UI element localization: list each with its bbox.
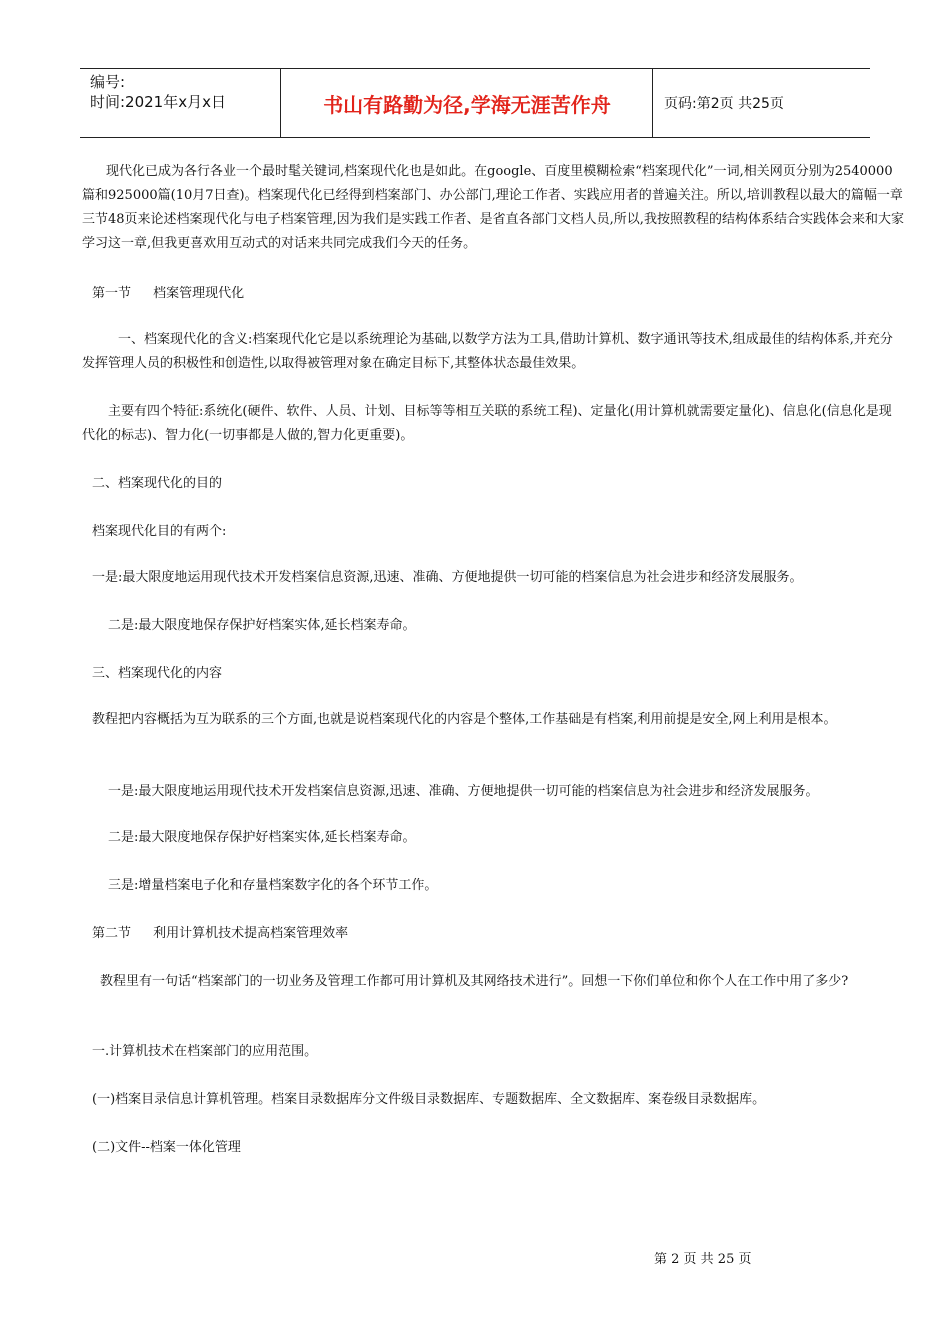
section-2-heading: 第二节 利用计算机技术提高档案管理效率 [92, 926, 349, 941]
paragraph-section-2-intro: 教程里有一句话“档案部门的一切业务及管理工作都可用计算机及其网络技术进行”。回想一下你们单位和你个人在工作中用了多少? [100, 974, 849, 989]
paragraph-catalog-management: (一)档案目录信息计算机管理。档案目录数据库分文件级目录数据库、专题数据库、全文数据库、案卷级目录数据库。 [92, 1092, 766, 1107]
paragraph-content-3: 三是:增量档案电子化和存量档案数字化的各个环节工作。 [108, 878, 438, 893]
header-page-info: 页码:第2页 共25页 [664, 96, 784, 112]
date-label: 时间:2021年x月x日 [90, 93, 226, 111]
page-header-table [80, 68, 870, 138]
subheading-computer-range: 一.计算机技术在档案部门的应用范围。 [92, 1044, 318, 1059]
paragraph-content-1: 一是:最大限度地运用现代技术开发档案信息资源,迅速、准确、方便地提供一切可能的档案信息为社会进步和经济发展服务。 [108, 784, 819, 799]
paragraph-features: 主要有四个特征:系统化(硬件、软件、人员、计划、目标等等相互关联的系统工程)、定量化(用计算机就需要定量化)、信息化(信息化是现代化的标志)、智力化(一切事都是人做的,智力化更重要)。 [82, 404, 892, 443]
header-meta-cell [80, 69, 280, 137]
paragraph-content-2: 二是:最大限度地保存保护好档案实体,延长档案寿命。 [108, 830, 416, 845]
serial-number-label: 编号: [90, 73, 126, 91]
paragraph-integrated-management: (二)文件--档案一体化管理 [92, 1140, 241, 1155]
paragraph-purpose-intro: 档案现代化目的有两个: [92, 524, 227, 539]
paragraph-content-intro: 教程把内容概括为互为联系的三个方面,也就是说档案现代化的内容是个整体,工作基础是有档案,利用前提是安全,网上利用是根本。 [92, 712, 837, 727]
paragraph-intro: 现代化已成为各行各业一个最时髦关键词,档案现代化也是如此。在google、百度里模糊检索“档案现代化”一词,相关网页分别为2540000篇和925000篇(10月7日查)。档案现代化已经得到档案部门、办公部门,理论工作者、实践应用者的普遍关注。所以,培训教程以最大的篇幅一章三节48页来论述档案现代化与电子档案管理,因为我们是实践工作者、是省直各部门文档人员,所以,我按照教程的结构体系结合实践体会来和大家学习这一章,但我更喜欢用互动式的对话来共同完成我们今天的任务。 [82, 164, 904, 251]
paragraph-purpose-1: 一是:最大限度地运用现代技术开发档案信息资源,迅速、准确、方便地提供一切可能的档案信息为社会进步和经济发展服务。 [92, 570, 803, 585]
subheading-purpose: 二、档案现代化的目的 [92, 476, 223, 491]
paragraph-purpose-2: 二是:最大限度地保存保护好档案实体,延长档案寿命。 [108, 618, 416, 633]
header-divider [280, 69, 281, 137]
paragraph-definition: 一、档案现代化的含义:档案现代化它是以系统理论为基础,以数学方法为工具,借助计算机、数字通讯等技术,组成最佳的结构体系,并充分发挥管理人员的积极性和创造性,以取得被管理对象在确定目标下,其整体状态最佳效果。 [82, 332, 893, 371]
section-1-heading: 第一节 档案管理现代化 [92, 286, 245, 301]
header-divider [652, 69, 653, 137]
header-motto: 书山有路勤为径,学海无涯苦作舟 [323, 92, 611, 117]
subheading-content: 三、档案现代化的内容 [92, 666, 223, 681]
page-footer: 第 2 页 共 25 页 [654, 1252, 752, 1267]
